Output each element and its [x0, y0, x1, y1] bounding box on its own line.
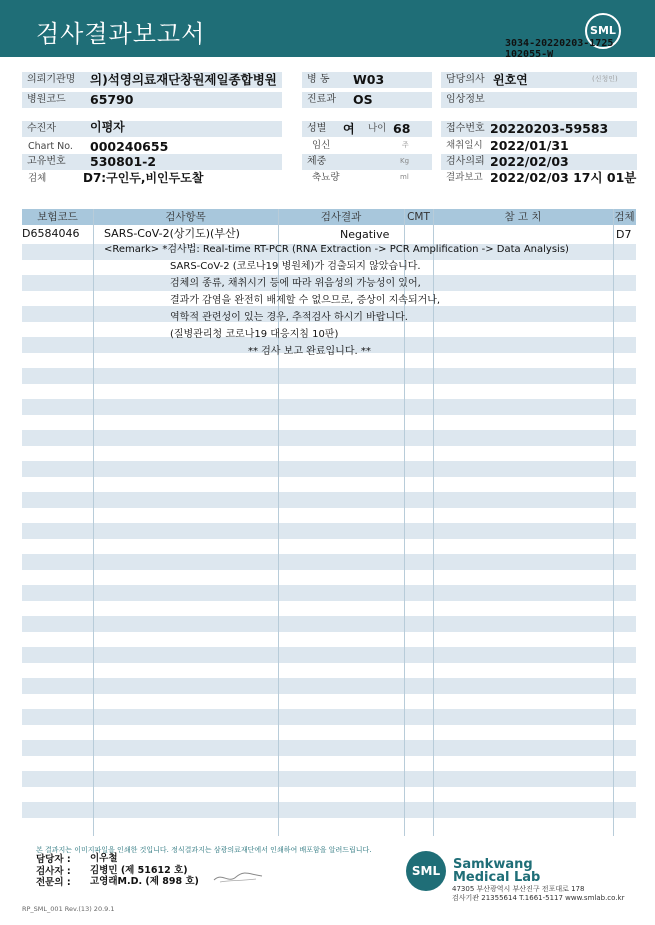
- chart-label: Chart No.: [28, 141, 73, 152]
- examiner-value: 김병민 (제 51612 호): [90, 865, 188, 876]
- patient-label-cell: 수진자: [22, 121, 282, 137]
- remark-line: 역학적 관련성이 있는 경우, 추적검사 하시기 바랍니다.: [170, 312, 408, 323]
- ward-value: W03: [353, 72, 385, 87]
- recv-label-cell: 접수번호: [441, 121, 637, 137]
- remark-line: SARS-CoV-2 (코로나19 병원체)가 검출되지 않았습니다.: [170, 261, 421, 272]
- recv-value: 20220203-59583: [490, 121, 609, 136]
- specimen-label: 검체: [28, 173, 47, 184]
- table-stripe-row: [22, 678, 636, 694]
- footer-notice: 본 결과지는 이미지파일을 인쇄한 것입니다. 정식결과지는 삼광의료재단에서 인쇄하여 배포함을 알려드립니다.: [36, 846, 372, 854]
- result-item: SARS-CoV-2(상기도)(부산): [104, 227, 240, 240]
- sml-logo-icon: SML: [585, 13, 621, 49]
- chart-value: 000240655: [90, 139, 169, 154]
- table-stripe-row: [22, 523, 636, 539]
- urine-unit: ml: [400, 173, 409, 181]
- table-stripe-row: [22, 771, 636, 787]
- table-stripe-row: [22, 802, 636, 818]
- table-stripe-row: [22, 616, 636, 632]
- req-label-cell: 검사의뢰: [441, 154, 637, 170]
- ward-label-cell: 병 동: [302, 72, 432, 88]
- doctor-value: 윈호연: [493, 73, 528, 87]
- preg-unit: 주: [402, 141, 409, 149]
- col-header-code: 보험코드: [22, 209, 93, 225]
- age-value: 68: [393, 121, 411, 136]
- remark-line: <Remark> *검사법: Real-time RT-PCR (RNA Extraction -> PCR Amplification -> Data Analysis): [104, 244, 569, 255]
- age-label: 나이: [368, 123, 387, 134]
- result-specimen: D7: [616, 228, 632, 241]
- patient-value: 이평자: [90, 120, 125, 134]
- table-stripe-row: [22, 430, 636, 446]
- remark-line: (질병관리청 코로나19 대응지침 10판): [170, 329, 339, 340]
- col-header-result: 검사결과: [278, 209, 404, 225]
- col-divider: [613, 209, 614, 836]
- document-number: 3034-20220203-1725 102055-W: [505, 38, 614, 60]
- collect-value: 2022/01/31: [490, 138, 569, 153]
- doctor-label-cell: 담당의사: [441, 72, 637, 88]
- result-code: D6584046: [22, 227, 80, 240]
- remark-line: ** 검사 보고 완료입니다. **: [248, 346, 371, 357]
- report-value: 2022/02/03 17시 01분: [490, 170, 637, 185]
- code-value: 65790: [90, 92, 134, 107]
- reporter-label: 담당자 :: [36, 854, 71, 865]
- result-value: Negative: [340, 228, 390, 241]
- table-stripe-row: [22, 368, 636, 384]
- weight-unit: Kg: [400, 157, 410, 165]
- remark-line: 결과가 감염을 완전히 배제할 수 없으므로, 증상이 지속되거나,: [170, 295, 441, 306]
- table-stripe-row: [22, 647, 636, 663]
- col-header-cmt: CMT: [404, 209, 433, 225]
- lab-name: Samkwang Medical Lab: [453, 857, 541, 885]
- col-divider: [93, 209, 94, 836]
- reporter-value: 이우철: [90, 853, 118, 864]
- page-title: 검사결과보고서: [36, 20, 206, 48]
- table-stripe-row: [22, 461, 636, 477]
- examiner-label: 검사자 :: [36, 866, 71, 877]
- org-value: 의)석영의료재단창원제일종합병원: [90, 72, 277, 87]
- signature-icon: [212, 868, 264, 886]
- lab-address: 47305 부산광역시 부산진구 전포대로 178 검사기관 21355614 T.1661-5117 www.smlab.co.kr: [452, 885, 625, 902]
- req-value: 2022/02/03: [490, 154, 569, 169]
- dept-value: OS: [353, 92, 373, 107]
- urine-label: 축뇨량: [312, 172, 340, 183]
- specialist-label: 전문의 :: [36, 877, 71, 888]
- table-stripe-row: [22, 585, 636, 601]
- form-code: RP_SML_001 Rev.(13) 20.9.1: [22, 905, 115, 913]
- table-stripe-row: [22, 709, 636, 725]
- samkwang-logo-icon: SML: [406, 851, 446, 891]
- doctor-sign: (신청인): [592, 75, 618, 83]
- specialist-value: 고영래M.D. (제 898 호): [90, 876, 199, 887]
- table-stripe-row: [22, 399, 636, 415]
- sex-label-cell: 성별: [302, 121, 432, 137]
- table-stripe-row: [22, 740, 636, 756]
- report-label: 결과보고: [446, 172, 483, 183]
- clinical-label-cell: 임상정보: [441, 92, 637, 108]
- dept-label-cell: 진료과: [302, 92, 432, 108]
- weight-label-cell: 체중: [302, 154, 432, 170]
- table-stripe-row: [22, 492, 636, 508]
- table-stripe-row: [22, 554, 636, 570]
- id-value: 530801-2: [90, 154, 157, 169]
- id-label-cell: 고유번호: [22, 154, 282, 170]
- col-header-spec: 검체: [614, 211, 635, 223]
- sex-value: 여: [343, 122, 355, 136]
- code-label-cell: 병원코드: [22, 92, 282, 108]
- col-header-ref: 참 고 치: [433, 209, 613, 225]
- col-header-item: 검사항목: [93, 209, 278, 225]
- preg-label: 임신: [312, 140, 331, 151]
- collect-label: 채취일시: [446, 140, 483, 151]
- specimen-value: D7:구인두,비인두도찰: [83, 171, 204, 185]
- org-label-cell: 의뢰기관명: [22, 72, 282, 88]
- remark-line: 검체의 종류, 채취시기 등에 따라 위음성의 가능성이 있어,: [170, 278, 421, 289]
